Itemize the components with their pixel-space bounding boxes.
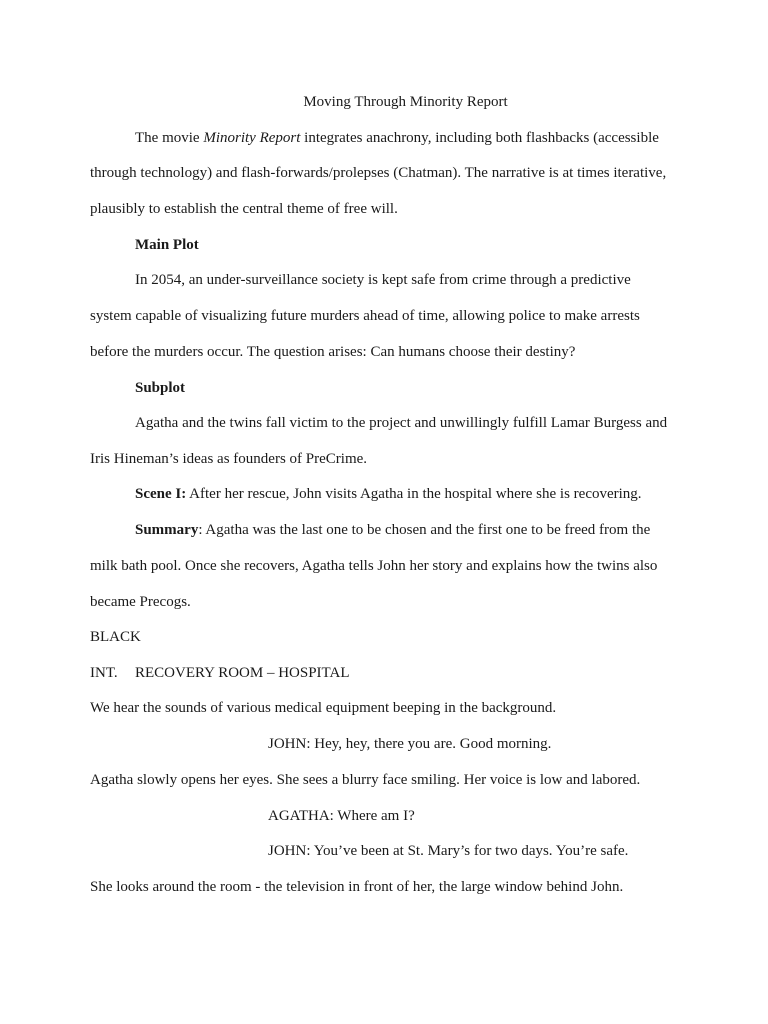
scene-text: After her rescue, John visits Agatha in the hospital where she is recovering. <box>186 486 642 502</box>
scene-label: Scene I: <box>135 486 187 502</box>
intro-text: The movie <box>135 130 204 146</box>
main-plot-heading: Main Plot <box>135 237 199 253</box>
subplot-heading: Subplot <box>135 380 186 396</box>
intro-line-1 <box>135 128 659 148</box>
intro-line-2: through technology) and flash-forwards/prolepses (Chatman). The narrative is at times iterative, <box>90 165 667 181</box>
subplot-line-1: Agatha and the twins fall victim to the project and unwillingly fulfill Lamar Burgess and <box>135 415 668 431</box>
script-action-3: She looks around the room - the television in front of her, the large window behind John. <box>90 879 624 895</box>
main-plot-line-3: before the murders occur. The question arises: Can humans choose their destiny? <box>90 344 576 360</box>
intro-text: integrates anachrony, including both flashbacks (accessible <box>300 130 659 146</box>
main-plot-line-1: In 2054, an under-surveillance society is kept safe from crime through a predictive <box>135 272 631 288</box>
movie-title: Minority Report <box>203 130 301 146</box>
summary-line-3: became Precogs. <box>90 594 191 610</box>
summary-line-1 <box>135 520 650 540</box>
summary-text: : Agatha was the last one to be chosen and the first one to be freed from the <box>198 522 651 538</box>
scene-line <box>135 484 642 504</box>
script-action-2: Agatha slowly opens her eyes. She sees a blurry face smiling. Her voice is low and labored. <box>90 772 641 788</box>
subplot-line-2: Iris Hineman’s ideas as founders of PreCrime. <box>90 451 368 467</box>
script-dialogue-2: AGATHA: Where am I? <box>268 808 415 824</box>
script-dialogue-3: JOHN: You’ve been at St. Mary’s for two days. You’re safe. <box>268 843 629 859</box>
document-title: Moving Through Minority Report <box>303 94 508 110</box>
main-plot-line-2: system capable of visualizing future murders ahead of time, allowing police to make arrests <box>90 308 640 324</box>
script-black: BLACK <box>90 629 141 645</box>
intro-line-3: plausibly to establish the central theme of free will. <box>90 201 398 217</box>
script-dialogue-1: JOHN: Hey, hey, there you are. Good morning. <box>268 736 552 752</box>
summary-label: Summary <box>135 522 199 538</box>
summary-line-2: milk bath pool. Once she recovers, Agatha tells John her story and explains how the twins also <box>90 558 658 574</box>
script-int: INT. <box>90 665 118 681</box>
script-location: RECOVERY ROOM – HOSPITAL <box>135 665 350 681</box>
script-action-1: We hear the sounds of various medical equipment beeping in the background. <box>90 700 557 716</box>
